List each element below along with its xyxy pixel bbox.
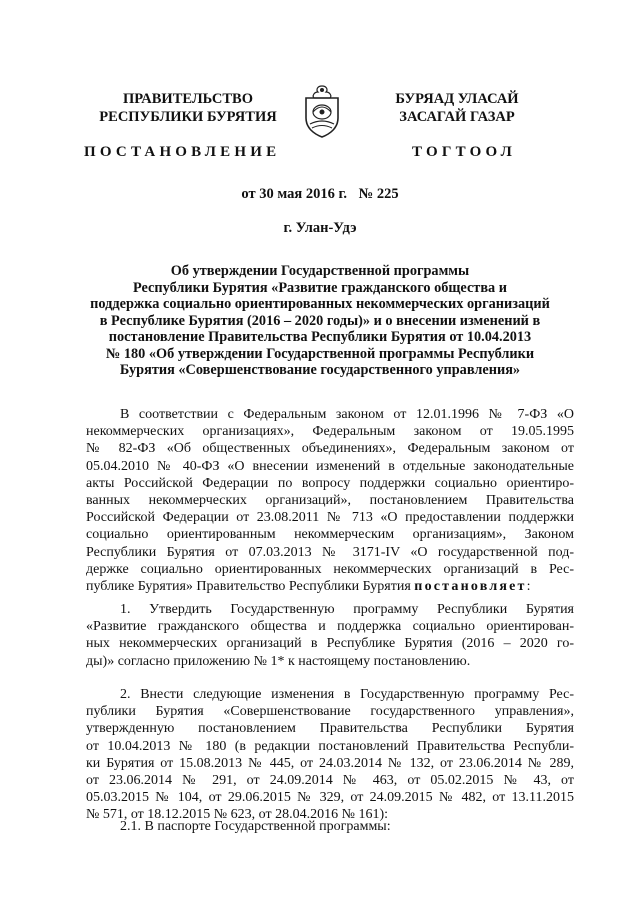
issuer-russian: ПРАВИТЕЛЬСТВО РЕСПУБЛИКИ БУРЯТИЯ — [99, 91, 277, 125]
doc-number: № 225 — [358, 186, 399, 202]
subject-heading: Об утверждении Государственной программы Республики Бурятия «Развитие гражданского общества и поддержка социально ориентированных некоммерческих организаций в Республике Бурятия (2016 – 2020 годы)» и о внесении изменений в постановление Правительства Республики Бурятия от 10.04.2013 № 180 «Об утверждении Государственной программы Республики Бурятия «Совершенствование государственного управления» — [90, 263, 550, 378]
city: г. Улан-Удэ — [283, 220, 357, 236]
doc-type-russian: ПОСТАНОВЛЕНИЕ — [84, 144, 281, 160]
issuer-buryat: БУРЯАД УЛАСАЙ ЗАСАГАЙ ГАЗАР — [395, 91, 519, 125]
coat-of-arms-icon — [300, 82, 344, 140]
doc-type-buryat: ТОГТООЛ — [412, 144, 516, 160]
paragraph-preamble: В соответствии с Федеральным законом от 12.01.1996 № 7-ФЗ «О некоммерческих организациях», Федеральным законом от 19.05.1995 № 82-ФЗ «Об общественных объединениях», Федеральным законом от 05.04.2010 № 40-ФЗ «О внесении изменений в отдельные законодательные акты Российской Федерации по вопросу поддержки социально ориентиро- ванных некоммерческих организаций», постановлением Правительства Российской Федерации от 23.08.2011 № 713 «О предоставлении поддержки социально ориентированным некоммерческим организациям», Законом Республики Бурятия от 07.03.2013 № 3171-IV «О государственной под- держке социально ориентированных некоммерческих организаций в Рес- публике Бурятия» Правительство Республики Бурятия постановляет: — [86, 407, 574, 595]
paragraph-item-2: 2. Внести следующие изменения в Государственную программу Рес- публики Бурятия «Совершенствование государственного управления», утвержденную постановлением Правительства Республики Бурятия от 10.04.2013 № 180 (в редакции постановлений Правительства Республи- ки Бурятия от 15.08.2013 № 445, от 24.03.2014 № 132, от 23.06.2014 № 289, от 23.06.2014 № 291, от 24.09.2014 № 463, от 05.02.2015 № 43, от 05.03.2015 № 104, от 29.06.2015 № 329, от 24.09.2015 № 482, от 13.11.2015 № 571, от 18.12.2015 № 623, от 28.04.2016 № 161): — [86, 687, 574, 823]
doc-date: от 30 мая 2016 г. — [241, 186, 348, 202]
decree-word: постановляет — [414, 579, 527, 595]
paragraph-item-1: 1. Утвердить Государственную программу Республики Бурятия «Развитие гражданского общества и поддержка социально ориентирован- ных некоммерческих организаций в Республике Бурятия (2016 – 2020 го- ды)» согласно приложению № 1* к настоящему постановлению. — [86, 602, 574, 669]
paragraph-item-2-1: 2.1. В паспорте Государственной программы: — [120, 819, 391, 834]
date-number-line — [0, 186, 640, 203]
